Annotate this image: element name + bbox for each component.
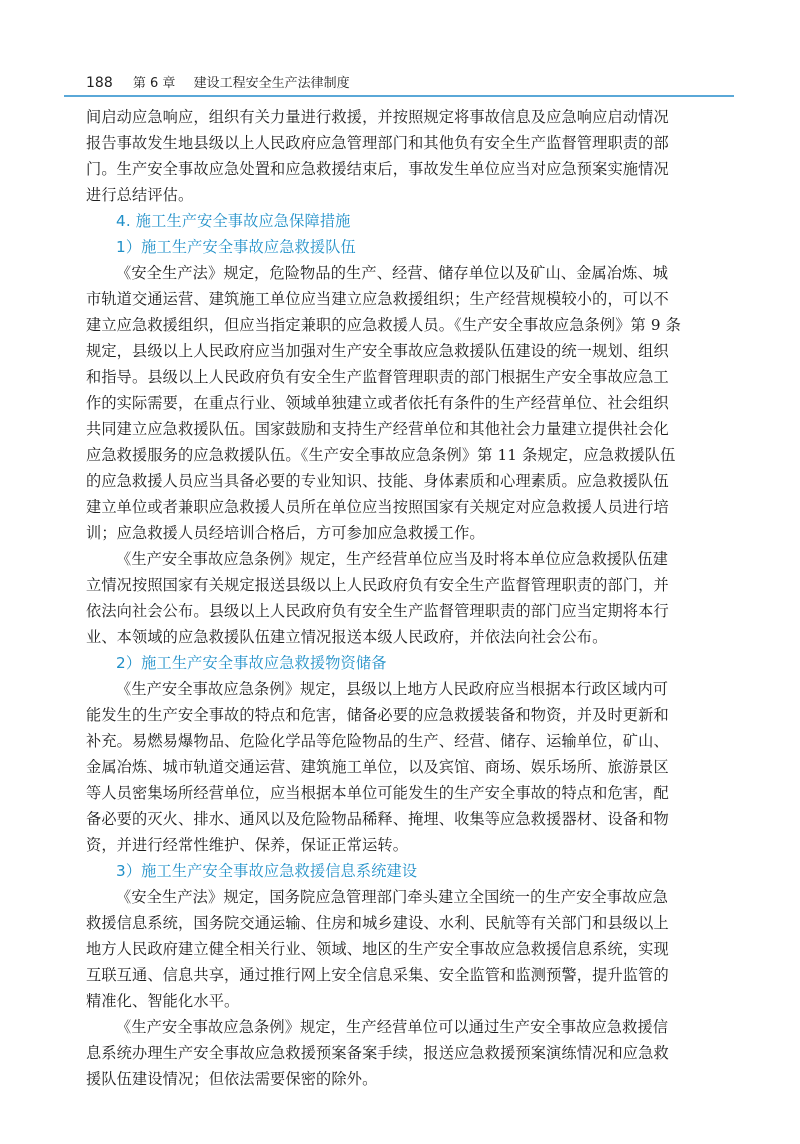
page-number: 188 (86, 75, 113, 91)
subsection-heading: 1）施工生产安全事故应急救援队伍 (116, 238, 356, 256)
chapter-title: 建设工程安全生产法律制度 (193, 76, 350, 91)
running-header (86, 72, 716, 96)
text-line: 备必要的灭火、排水、通风以及危险物品稀释、掩埋、收集等应急救援器材、设备和物 (86, 810, 669, 828)
paragraph-start-line: 《生产安全事故应急条例》规定，生产经营单位应当及时将本单位应急救援队伍建 (116, 550, 669, 568)
subsection-heading: 2）施工生产安全事故应急救援物资储备 (116, 654, 387, 672)
chapter-label: 第 6 章 (132, 76, 176, 91)
text-line: 救援信息系统，国务院交通运输、住房和城乡建设、水利、民航等有关部门和县级以上 (86, 914, 669, 932)
text-line: 资，并进行经常性维护、保养，保证正常运转。 (86, 836, 409, 854)
text-line: 息系统办理生产安全事故应急救援预案备案手续，报送应急救援预案演练情况和应急救 (86, 1044, 669, 1062)
text-line: 依法向社会公布。县级以上人民政府负有安全生产监督管理职责的部门应当定期将本行 (86, 602, 669, 620)
text-line: 训；应急救援人员经培训合格后，方可参加应急救援工作。 (86, 524, 485, 542)
text-line: 互联互通、信息共享，通过推行网上安全信息采集、安全监管和监测预警，提升监管的 (86, 966, 669, 984)
text-line: 报告事故发生地县级以上人民政府应急管理部门和其他负有安全生产监督管理职责的部 (86, 134, 669, 152)
text-line: 补充。易燃易爆物品、危险化学品等危险物品的生产、经营、储存、运输单位，矿山、 (86, 732, 669, 750)
text-line: 门。生产安全事故应急处置和应急救援结束后，事故发生单位应当对应急预案实施情况 (86, 160, 669, 178)
paragraph-start-line: 《安全生产法》规定，国务院应急管理部门牵头建立全国统一的生产安全事故应急 (116, 888, 669, 906)
text-line: 等人员密集场所经营单位，应当根据本单位可能发生的生产安全事故的特点和危害，配 (86, 784, 669, 802)
text-line: 规定，县级以上人民政府应当加强对生产安全事故应急救援队伍建设的统一规划、组织 (86, 342, 669, 360)
text-line: 进行总结评估。 (86, 186, 194, 204)
text-line: 作的实际需要，在重点行业、领域单独建立或者依托有条件的生产经营单位、社会组织 (86, 394, 669, 412)
text-line: 市轨道交通运营、建筑施工单位应当建立应急救援组织；生产经营规模较小的，可以不 (86, 290, 669, 308)
text-line: 援队伍建设情况；但依法需要保密的除外。 (86, 1070, 378, 1088)
header-rule (64, 95, 734, 97)
paragraph-start-line: 《生产安全事故应急条例》规定，县级以上地方人民政府应当根据本行政区域内可 (116, 680, 669, 698)
section-heading: 4. 施工生产安全事故应急保障措施 (116, 212, 351, 230)
text-line: 精准化、智能化水平。 (86, 992, 240, 1010)
text-line: 间启动应急响应，组织有关力量进行救援，并按照规定将事故信息及应急响应启动情况 (86, 108, 669, 126)
text-line: 建立单位或者兼职应急救援人员所在单位应当按照国家有关规定对应急救援人员进行培 (86, 498, 669, 516)
text-line: 金属冶炼、城市轨道交通运营、建筑施工单位，以及宾馆、商场、娱乐场所、旅游景区 (86, 758, 669, 776)
text-line: 立情况按照国家有关规定报送县级以上人民政府负有安全生产监督管理职责的部门，并 (86, 576, 669, 594)
text-line: 和指导。县级以上人民政府负有安全生产监督管理职责的部门根据生产安全事故应急工 (86, 368, 669, 386)
text-line: 业、本领域的应急救援队伍建立情况报送本级人民政府，并依法向社会公布。 (86, 628, 608, 646)
subsection-heading: 3）施工生产安全事故应急救援信息系统建设 (116, 862, 418, 880)
text-line: 能发生的生产安全事故的特点和危害，储备必要的应急救援装备和物资，并及时更新和 (86, 706, 669, 724)
paragraph-start-line: 《生产安全事故应急条例》规定，生产经营单位可以通过生产安全事故应急救援信 (116, 1018, 669, 1036)
body-text (86, 104, 716, 1092)
text-line: 的应急救援人员应当具备必要的专业知识、技能、身体素质和心理素质。应急救援队伍 (86, 472, 669, 490)
text-line: 建立应急救援组织，但应当指定兼职的应急救援人员。《生产安全事故应急条例》第 9 条 (86, 316, 681, 334)
paragraph-start-line: 《安全生产法》规定，危险物品的生产、经营、储存单位以及矿山、金属冶炼、城 (116, 264, 669, 282)
text-line: 应急救援服务的应急救援队伍。《生产安全事故应急条例》第 11 条规定，应急救援队伍 (86, 446, 676, 464)
text-line: 共同建立应急救援队伍。国家鼓励和支持生产经营单位和其他社会力量建立提供社会化 (86, 420, 669, 438)
text-line: 地方人民政府建立健全相关行业、领域、地区的生产安全事故应急救援信息系统，实现 (86, 940, 669, 958)
